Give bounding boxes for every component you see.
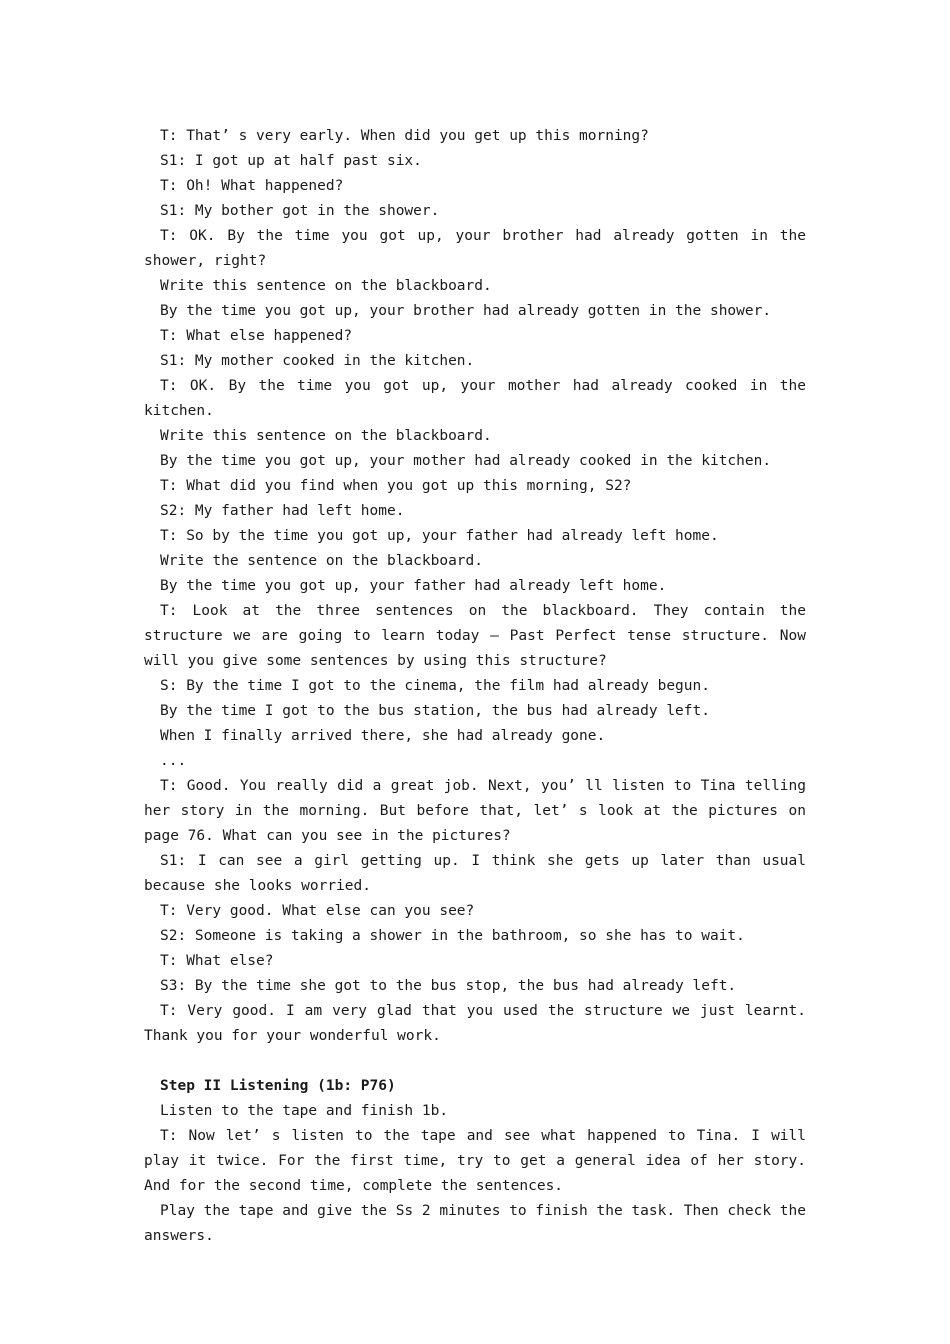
dialogue-line: S1: I got up at half past six. <box>160 153 422 169</box>
blackboard-sentence: By the time you got up, your father had already left home. <box>160 578 667 594</box>
dialogue-line: T: OK. By the time you got up, your mother had already cooked in the kitchen. <box>144 378 806 419</box>
dialogue-line: T: That’ s very early. When did you get up this morning? <box>160 128 649 144</box>
dialogue-line: T: OK. By the time you got up, your brother had already gotten in the shower, right? <box>144 228 806 269</box>
dialogue-line: T: What else happened? <box>160 328 353 344</box>
dialogue-line: T: Oh! What happened? <box>160 178 344 194</box>
dialogue-line: T: Good. You really did a great job. Next, you’ ll listen to Tina telling her story in the morning. But before that, let’ s look at the pictures on page 76. What can you see in the pictures? <box>144 778 806 844</box>
dialogue-line: S1: My mother cooked in the kitchen. <box>160 353 475 369</box>
step-heading: Step II Listening (1b: P76) <box>160 1078 396 1094</box>
blackboard-sentence: By the time you got up, your mother had already cooked in the kitchen. <box>160 453 772 469</box>
dialogue-line: T: What did you find when you got up this morning, S2? <box>160 478 632 494</box>
document-page <box>144 124 806 1249</box>
blackboard-sentence: By the time you got up, your brother had already gotten in the shower. <box>160 303 772 319</box>
instruction-line: Write this sentence on the blackboard. <box>160 278 492 294</box>
ellipsis-line: ... <box>160 753 187 769</box>
instruction-line: Write this sentence on the blackboard. <box>160 428 492 444</box>
dialogue-line: S1: My bother got in the shower. <box>160 203 440 219</box>
example-sentence: By the time I got to the bus station, the bus had already left. <box>160 703 710 719</box>
instruction-line: Write the sentence on the blackboard. <box>160 553 484 569</box>
dialogue-line: T: Look at the three sentences on the blackboard. They contain the structure we are going to learn today — Past Perfect tense structure. Now will you give some sentences by using this structure? <box>144 603 806 669</box>
section-spacer <box>144 1049 806 1074</box>
instruction-line: Play the tape and give the Ss 2 minutes to finish the task. Then check the answers. <box>144 1203 807 1244</box>
dialogue-line: T: Now let’ s listen to the tape and see what happened to Tina. I will play it twice. For the first time, try to get a general idea of her story. And for the second time, complete the sentences. <box>144 1128 806 1194</box>
dialogue-line: S1: I can see a girl getting up. I think she gets up later than usual because she looks worried. <box>144 853 806 894</box>
dialogue-line: S: By the time I got to the cinema, the film had already begun. <box>160 678 710 694</box>
dialogue-line: S2: My father had left home. <box>160 503 405 519</box>
dialogue-line: T: So by the time you got up, your father had already left home. <box>160 528 719 544</box>
dialogue-line: T: Very good. I am very glad that you used the structure we just learnt. Thank you for your wonderful work. <box>144 1003 806 1044</box>
dialogue-line: T: What else? <box>160 953 274 969</box>
dialogue-line: S3: By the time she got to the bus stop, the bus had already left. <box>160 978 737 994</box>
example-sentence: When I finally arrived there, she had already gone. <box>160 728 606 744</box>
instruction-line: Listen to the tape and finish 1b. <box>160 1103 449 1119</box>
dialogue-line: S2: Someone is taking a shower in the bathroom, so she has to wait. <box>160 928 745 944</box>
dialogue-line: T: Very good. What else can you see? <box>160 903 475 919</box>
